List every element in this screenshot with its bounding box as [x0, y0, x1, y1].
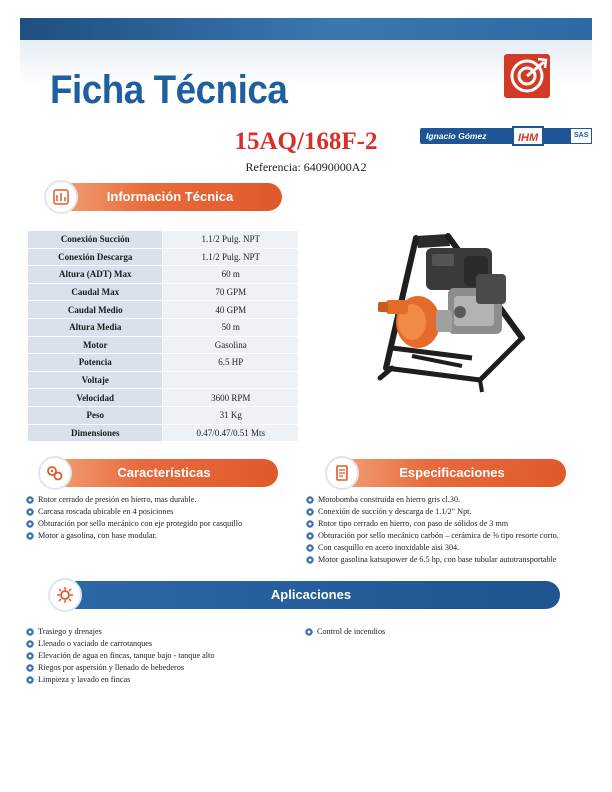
- list-item: [26, 650, 214, 662]
- table-row: [28, 406, 299, 424]
- round-bullet-icon: [26, 628, 34, 636]
- round-bullet-icon: [26, 508, 34, 516]
- round-bullet-icon: [26, 520, 34, 528]
- spec-label: Altura Media: [28, 318, 163, 336]
- gears-icon: [38, 456, 72, 490]
- top-color-band: [20, 18, 592, 40]
- aplicaciones-list-right: [305, 626, 385, 638]
- list-item-text: Limpieza y lavado en fincas: [38, 675, 131, 684]
- list-item: [306, 518, 559, 530]
- table-row: [28, 266, 299, 284]
- spec-value: [163, 371, 299, 389]
- table-row: [28, 354, 299, 372]
- table-row: [28, 371, 299, 389]
- list-item-text: Rotor tipo cerrado en hierro, con paso de sólidos de 3 mm: [318, 519, 509, 528]
- spec-value: 1.1/2 Pulg. NPT: [163, 231, 299, 249]
- table-row: [28, 248, 299, 266]
- list-item-text: Con casquillo en acero inoxidable aisi 304.: [318, 543, 460, 552]
- list-item-text: Carcasa roscada ubicable en 4 posiciones: [38, 507, 174, 516]
- list-item: [306, 554, 559, 566]
- list-item-text: Llenado o vaciado de carrotanques: [38, 639, 153, 648]
- round-bullet-icon: [306, 520, 314, 528]
- section-aplicaciones-label: Aplicaciones: [270, 587, 352, 602]
- section-especificaciones-label: Especificaciones: [399, 465, 505, 480]
- table-row: [28, 301, 299, 319]
- list-item-text: Elevación de agua en fincas, tanque bajo - tanque alto: [38, 651, 215, 660]
- spec-label: Caudal Medio: [28, 301, 163, 319]
- list-item: [26, 662, 214, 674]
- spec-value: 1.1/2 Pulg. NPT: [163, 248, 299, 266]
- list-item: [26, 530, 242, 542]
- round-bullet-icon: [26, 496, 34, 504]
- round-bullet-icon: [26, 532, 34, 540]
- pump-gauge-icon: [44, 180, 78, 214]
- list-item: [26, 494, 242, 506]
- list-item-text: Obturación por sello mecánico carbón – cerámica de ⅝ tipo resorte corto.: [318, 531, 559, 540]
- list-item-text: Motor gasolina katsupower de 6.5 hp, con base tubular autotransportable: [318, 555, 557, 564]
- table-row: [28, 389, 299, 407]
- especificaciones-list: [306, 494, 559, 566]
- table-row: [28, 283, 299, 301]
- list-item: [306, 530, 559, 542]
- list-item: [306, 506, 559, 518]
- brand-logo-mark-icon: [504, 54, 550, 98]
- list-item-text: Conexión de succión y descarga de 1.1/2" Npt.: [318, 507, 472, 516]
- spec-label: Velocidad: [28, 389, 163, 407]
- page-title: Ficha Técnica: [50, 68, 288, 112]
- list-item-text: Obturación por sello mecánico con eje protegido por casquillo: [38, 519, 243, 528]
- list-item: [306, 542, 559, 554]
- product-model: 15AQ/168F-2: [234, 128, 378, 155]
- list-item-text: Motobomba construida en hierro gris cl.30.: [318, 495, 461, 504]
- spec-value: 70 GPM: [163, 283, 299, 301]
- spec-label: Potencia: [28, 354, 163, 372]
- spec-value: Gasolina: [163, 336, 299, 354]
- list-item-text: Riegos por aspersión y llenado de bebederos: [38, 663, 184, 672]
- brand-name: Ignacio Gómez: [420, 128, 574, 144]
- aplicaciones-list-left: [26, 626, 214, 686]
- round-bullet-icon: [306, 556, 314, 564]
- brand-ihm: IHM: [512, 126, 544, 146]
- section-especificaciones: [338, 459, 566, 487]
- round-bullet-icon: [306, 508, 314, 516]
- section-info-tecnica: [58, 183, 282, 211]
- list-item: [26, 638, 214, 650]
- spec-label: Altura (ADT) Max: [28, 266, 163, 284]
- list-item-text: Trasiego y drenajes: [38, 627, 102, 636]
- list-item: [305, 626, 385, 638]
- section-info-tecnica-label: Información Técnica: [106, 189, 234, 204]
- spec-value: 40 GPM: [163, 301, 299, 319]
- spec-label: Peso: [28, 406, 163, 424]
- list-item: [26, 626, 214, 638]
- section-aplicaciones: [62, 581, 560, 609]
- list-item-text: Motor a gasolina, con base modular.: [38, 531, 157, 540]
- spec-value: 3600 RPM: [163, 389, 299, 407]
- round-bullet-icon: [26, 652, 34, 660]
- brand-sas: SAS: [570, 128, 592, 144]
- spec-label: Voltaje: [28, 371, 163, 389]
- caracteristicas-list: [26, 494, 242, 542]
- round-bullet-icon: [306, 496, 314, 504]
- spec-value: 31 Kg: [163, 406, 299, 424]
- product-reference: Referencia: 64090000A2: [245, 160, 367, 174]
- round-bullet-icon: [305, 628, 313, 636]
- round-bullet-icon: [306, 532, 314, 540]
- table-row: [28, 336, 299, 354]
- list-item-text: Control de incendios: [317, 627, 386, 636]
- table-row: [28, 424, 299, 442]
- spec-label: Caudal Max: [28, 283, 163, 301]
- round-bullet-icon: [26, 676, 34, 684]
- list-item: [26, 674, 214, 686]
- spec-label: Conexión Succión: [28, 231, 163, 249]
- spec-label: Conexión Descarga: [28, 248, 163, 266]
- round-bullet-icon: [306, 544, 314, 552]
- spec-value: 0.47/0.47/0.51 Mts: [163, 424, 299, 442]
- list-item: [26, 518, 242, 530]
- section-caracteristicas-label: Características: [117, 465, 211, 480]
- product-photo: [352, 218, 552, 414]
- spec-table: [27, 230, 299, 442]
- list-item: [306, 494, 559, 506]
- spec-label: Motor: [28, 336, 163, 354]
- spec-value: 60 m: [163, 266, 299, 284]
- sun-gear-icon: [48, 578, 82, 612]
- table-row: [28, 318, 299, 336]
- document-icon: [325, 456, 359, 490]
- round-bullet-icon: [26, 640, 34, 648]
- table-row: [28, 231, 299, 249]
- spec-value: 50 m: [163, 318, 299, 336]
- section-caracteristicas: [50, 459, 278, 487]
- spec-value: 6.5 HP: [163, 354, 299, 372]
- list-item: [26, 506, 242, 518]
- spec-label: Dimensiones: [28, 424, 163, 442]
- round-bullet-icon: [26, 664, 34, 672]
- list-item-text: Rotor cerrado de presión en hierro, mas durable.: [38, 495, 197, 504]
